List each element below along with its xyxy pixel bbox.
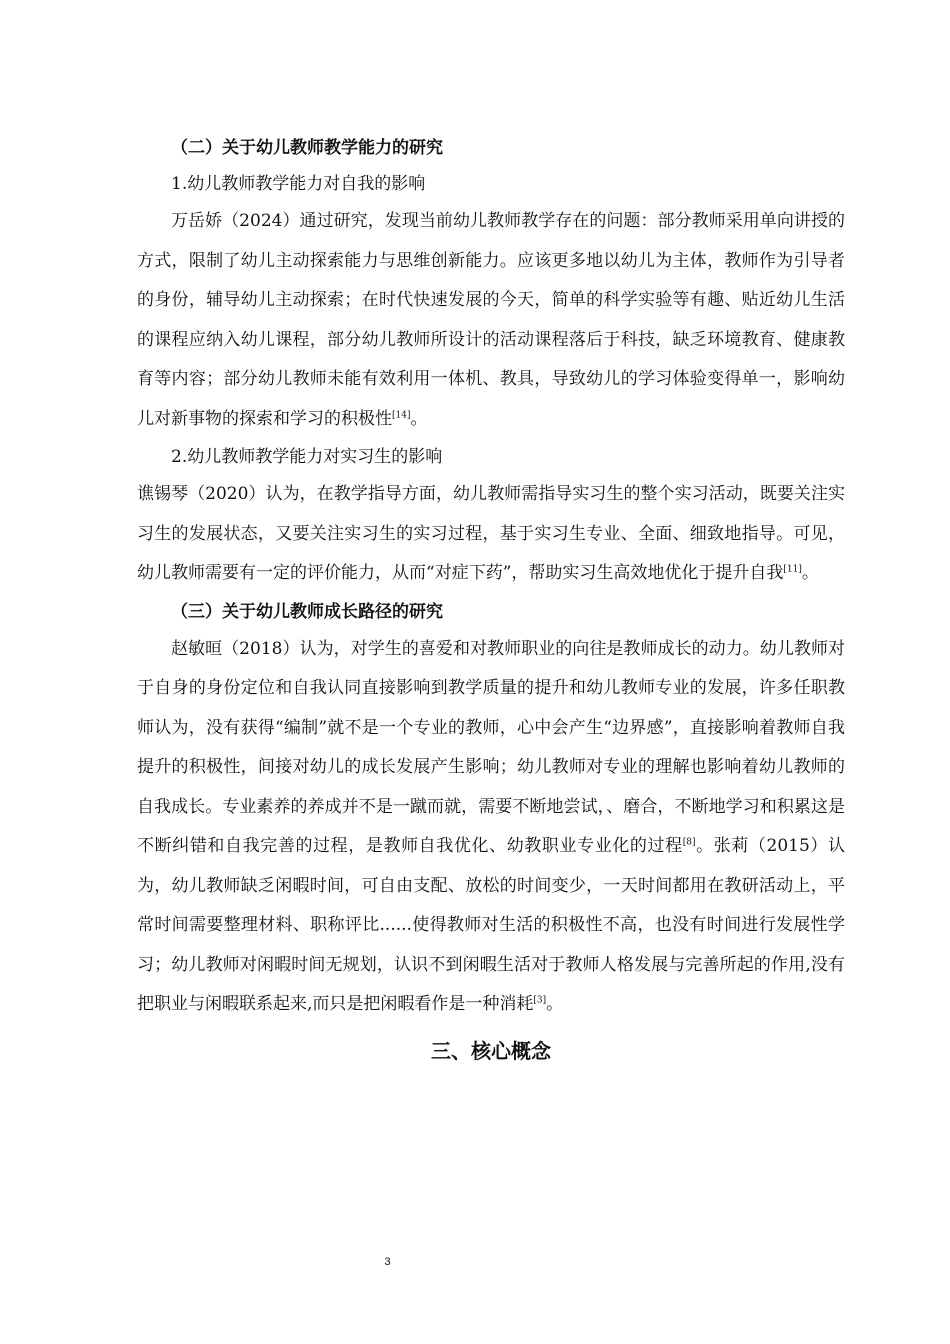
paragraph-tail: 。 — [801, 563, 819, 583]
page-content — [137, 130, 845, 1071]
paragraph-intern-impact — [137, 475, 845, 594]
paragraph-tail: 。 — [546, 994, 564, 1014]
paragraph-tail: 。 — [410, 408, 428, 429]
paragraph-text-part2: 。张莉（2015）认为，幼儿教师缺乏闲暇时间，可自由支配、放松的时间变少，一天时间都用在教研活动上，平常时间需要整理材料、职称评比......使得教师对生活的积极性不高，也没有时间进行发展性学习；幼儿教师对闲暇时间无规划，认识不到闲暇生活对于教师人格发展与完善所起的作用,没有把职业与闲暇联系起来,而只是把闲暇看作是一种消耗 — [137, 836, 845, 1014]
page-number: 3 — [384, 1256, 391, 1268]
paragraph-self-impact — [137, 202, 845, 439]
citation-ref-3: [3] — [533, 995, 547, 1006]
subsection-title-intern-impact: 2.幼儿教师教学能力对实习生的影响 — [171, 447, 443, 467]
citation-ref-11: [11] — [783, 564, 802, 575]
section-heading-teaching-ability: （二）关于幼儿教师教学能力的研究 — [171, 138, 443, 158]
paragraph-text-part1: 赵敏晅（2018）认为，对学生的喜爱和对教师职业的向往是教师成长的动力。幼儿教师对于自身的身份定位和自我认同直接影响到教学质量的提升和幼儿教师专业的发展，许多任职教师认为，没有获得“编制”就不是一个专业的教师，心中会产生“边界感”，直接影响着教师自我提升的积极性，间接对幼儿的成长发展产生影响；幼儿教师对专业的理解也影响着幼儿教师的自我成长。专业素养的养成并不是一蹴而就，需要不断地尝试，、磨合，不断地学习和积累这是不断纠错和自我完善的过程，是教师自我优化、幼教职业专业化的过程 — [137, 638, 845, 856]
section-heading-growth-path: （三）关于幼儿教师成长路径的研究 — [171, 601, 443, 622]
paragraph-text: 谯锡琴（2020）认为，在教学指导方面，幼儿教师需指导实习生的整个实习活动，既要关注实习生的发展状态，又要关注实习生的实习过程，基于实习生专业、全面、细致地指导。可见，幼儿教师需要有一定的评价能力，从而“对症下药”，帮助实习生高效地优化于提升自我 — [137, 484, 845, 583]
chapter-heading-core-concepts: 三、核心概念 — [431, 1038, 551, 1063]
citation-ref-8: [8] — [682, 837, 696, 848]
subsection-title-self-impact: 1.幼儿教师教学能力对自我的影响 — [171, 174, 426, 194]
paragraph-growth-path — [137, 630, 845, 1025]
paragraph-text: 万岳娇（2024）通过研究，发现当前幼儿教师教学存在的问题：部分教师采用单向讲授的方式，限制了幼儿主动探索能力与思维创新能力。应该更多地以幼儿为主体，教师作为引导者的身份，辅导幼儿主动探索；在时代快速发展的今天，简单的科学实验等有趣、贴近幼儿生活的课程应纳入幼儿课程，部分幼儿教师所设计的活动课程落后于科技，缺乏环境教育、健康教育等内容；部分幼儿教师未能有效利用一体机、教具，导致幼儿的学习体验变得单一，影响幼儿对新事物的探索和学习的积极性 — [137, 211, 845, 429]
citation-ref-14: [14] — [392, 409, 411, 420]
